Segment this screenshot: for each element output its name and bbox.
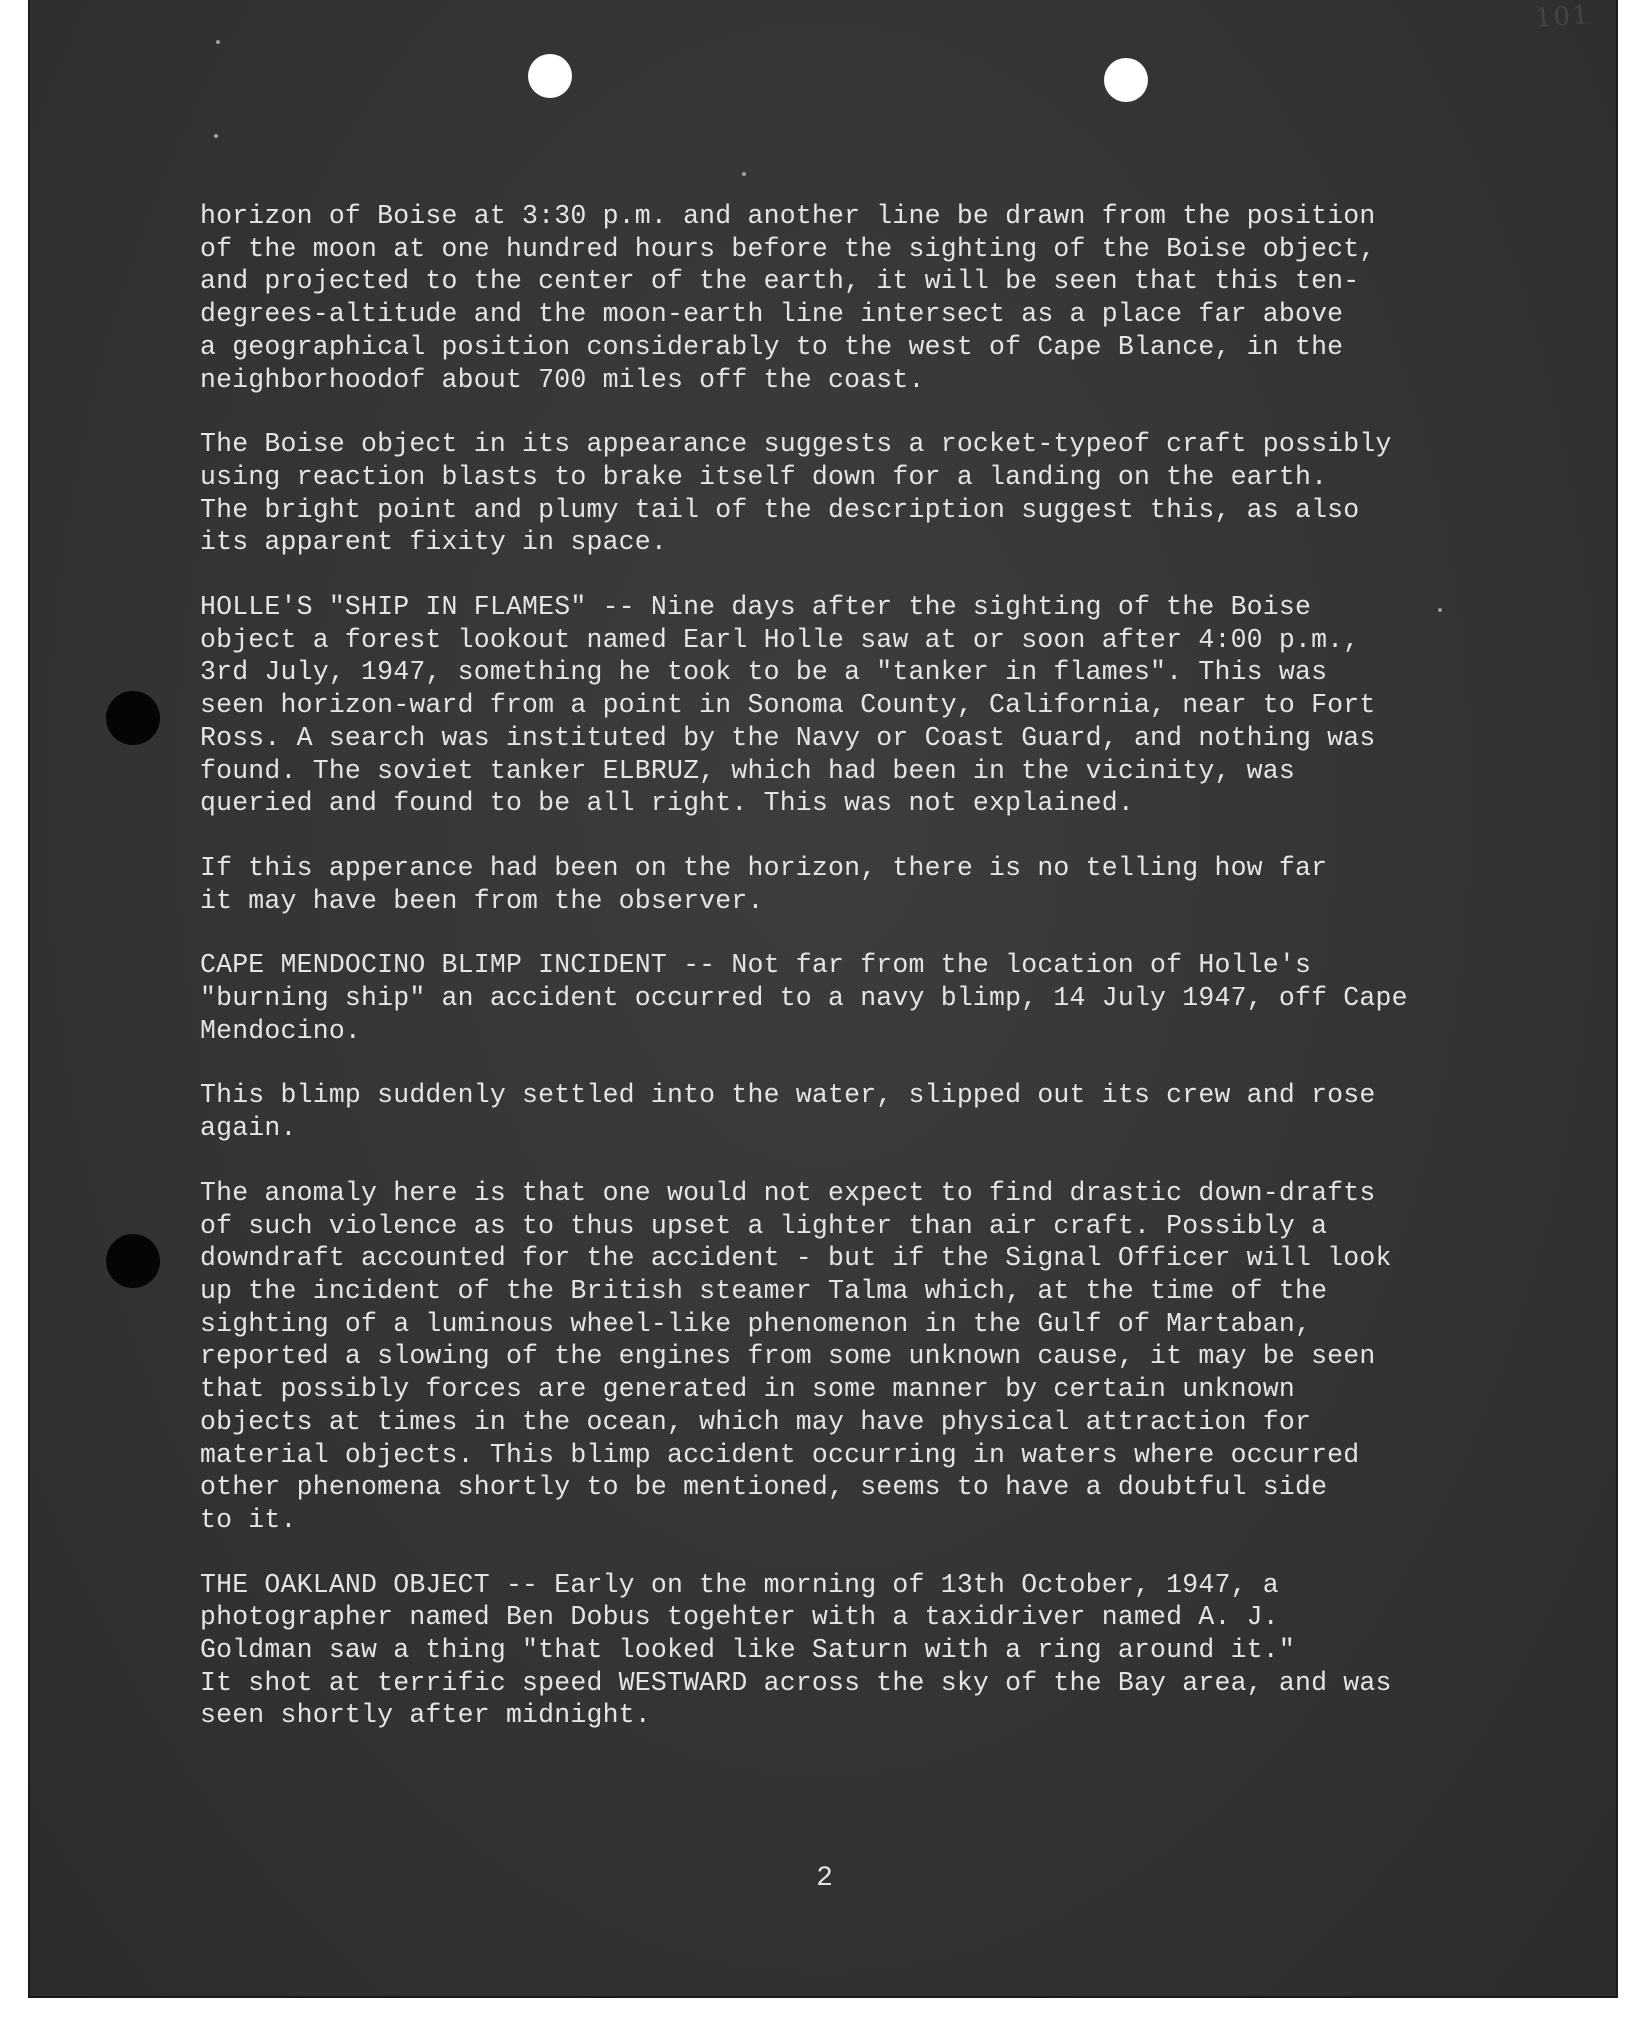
paragraph-blimp-settled: This blimp suddenly settled into the water, slipped out its crew and rose again. (200, 1080, 1376, 1144)
punch-hole-top-left (528, 54, 572, 98)
page-number: 2 (816, 1863, 833, 1894)
punch-hole-top-right (1104, 58, 1148, 102)
punch-hole-side-upper (106, 691, 160, 745)
speck-mark (742, 172, 746, 176)
paragraph-anomaly-downdraft: The anomaly here is that one would not expect to find drastic down-drafts of such violence as to thus upset a lighter than air craft. Possibly a downdraft accounted for the accident - but if the Signal Officer will look up the incident of the British steamer Talma which, at the time of the sighting of a luminous wheel-like phenomenon in the Gulf of Martaban, reported a slowing of the engines from some unknown cause, it may be seen that possibly forces are generated in some manner by certain unknown objects at times in the ocean, which may have physical attraction for material objects. This blimp accident occurring in waters where occurred other phenomena shortly to be mentioned, seems to have a doubtful side to it. (200, 1177, 1392, 1535)
speck-mark (216, 40, 220, 44)
speck-mark (214, 134, 218, 138)
paragraph-horizon-distance: If this apperance had been on the horizon, there is no telling how far it may have been from the observer. (200, 852, 1328, 916)
paragraph-cape-mendocino-blimp: CAPE MENDOCINO BLIMP INCIDENT -- Not far from the location of Holle's "burning ship" an accident occurred to a navy blimp, 14 July 1947, off Cape Mendocino. (200, 950, 1408, 1046)
punch-hole-side-lower (106, 1234, 160, 1288)
paragraph-oakland-object: THE OAKLAND OBJECT -- Early on the morning of 13th October, 1947, a photographer named Ben Dobus togehter with a taxidriver named A. J. Goldman saw a thing "that looked like Saturn with a ring around it." It shot at terrific speed WESTWARD across the sky of the Bay area, and was seen shortly after midnight. (200, 1569, 1392, 1731)
paragraph-boise-appearance: The Boise object in its appearance suggests a rocket-typeof craft possibly using reaction blasts to brake itself down for a landing on the earth. The bright point and plumy tail of the description suggest this, as also its apparent fixity in space. (200, 429, 1392, 558)
paragraph-boise-geometry: horizon of Boise at 3:30 p.m. and another line be drawn from the position of the moon at one hundred hours before the sighting of the Boise object, and projected to the center of the earth, it will be seen that this ten- degrees-altitude and the moon-earth line intersect as a place far above a geographical position considerably to the west of Cape Blance, in the neighborhoodof about 700 miles off the coast. (200, 201, 1376, 395)
paragraph-holle-ship-in-flames: HOLLE'S "SHIP IN FLAMES" -- Nine days after the sighting of the Boise object a forest lookout named Earl Holle saw at or soon after 4:00 p.m., 3rd July, 1947, something he took to be a "tanker in flames". This was seen horizon-ward from a point in Sonoma County, California, near to Fort Ross. A search was instituted by the Navy or Coast Guard, and nothing was found. The soviet tanker ELBRUZ, which had been in the vicinity, was queried and found to be all right. This was not explained. (200, 592, 1376, 819)
handwritten-corner-note: 101 (1534, 0, 1592, 34)
document-body (200, 200, 1490, 1764)
